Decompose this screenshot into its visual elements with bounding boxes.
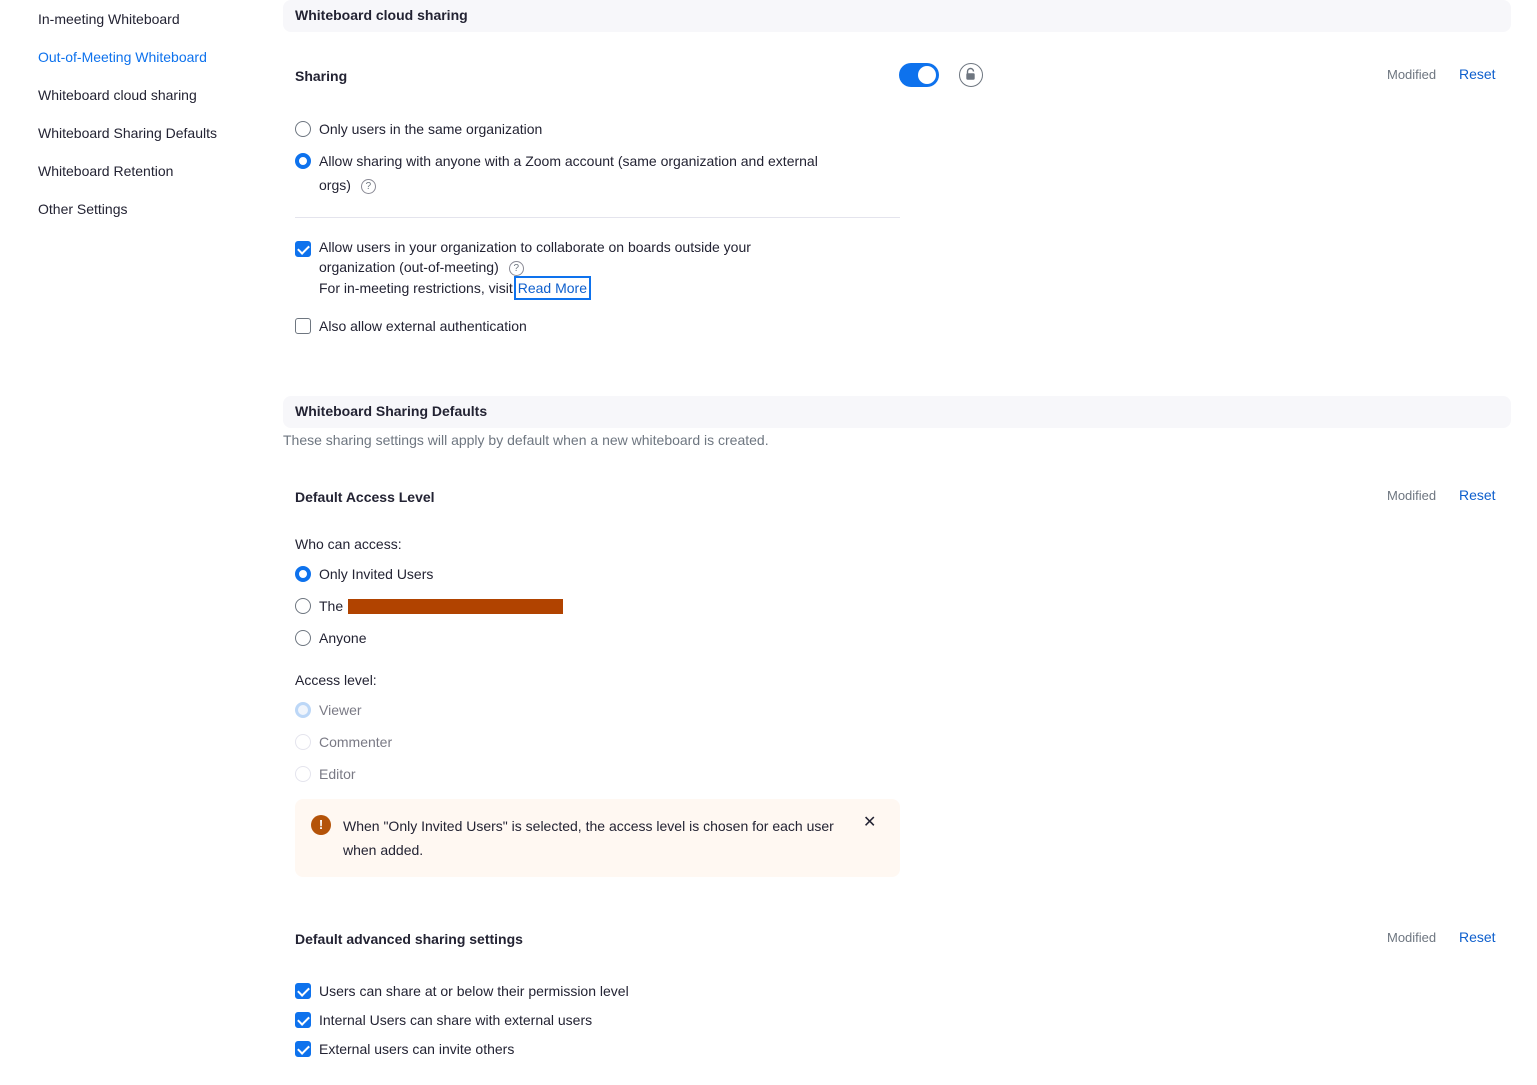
section-title: Whiteboard cloud sharing xyxy=(295,7,468,23)
setting-title-default-access-level: Default Access Level xyxy=(295,489,435,505)
modified-label: Modified xyxy=(1387,488,1437,503)
option-label: Editor xyxy=(319,766,356,782)
reset-button[interactable]: Reset xyxy=(1459,66,1496,82)
divider xyxy=(295,217,900,218)
option-label: Allow users in your organization to collaborate on boards outside your xyxy=(319,239,751,255)
reset-button[interactable]: Reset xyxy=(1459,487,1496,503)
in-meeting-restriction-note xyxy=(319,276,591,300)
radio-anyone-zoom-account[interactable] xyxy=(295,153,311,169)
checkbox-external-authentication[interactable] xyxy=(295,318,311,334)
option-label-text: orgs) xyxy=(319,177,351,193)
option-label-cont xyxy=(319,173,376,197)
option-label: Internal Users can share with external users xyxy=(319,1012,593,1028)
setting-title-default-advanced-sharing: Default advanced sharing settings xyxy=(295,931,523,947)
radio-editor[interactable] xyxy=(295,766,311,782)
sidebar-item-whiteboard-sharing-defaults[interactable]: Whiteboard Sharing Defaults xyxy=(38,125,217,141)
redacted-organization-name xyxy=(348,599,563,614)
option-label: Only Invited Users xyxy=(319,566,434,582)
radio-same-organization[interactable] xyxy=(295,121,311,137)
read-more-link[interactable]: Read More xyxy=(514,276,591,300)
checkbox-collaborate-outside[interactable] xyxy=(295,241,311,257)
radio-organization[interactable] xyxy=(295,598,311,614)
option-label: Users can share at or below their permission level xyxy=(319,983,629,999)
option-label: Anyone xyxy=(319,630,367,646)
option-label: Commenter xyxy=(319,734,393,750)
modified-label: Modified xyxy=(1387,930,1437,945)
sidebar-item-whiteboard-cloud-sharing[interactable]: Whiteboard cloud sharing xyxy=(38,87,197,103)
option-label-cont xyxy=(319,257,524,277)
checkbox-external-invite-others[interactable] xyxy=(295,1041,311,1057)
radio-only-invited-users[interactable] xyxy=(295,566,311,582)
toggle-knob xyxy=(918,66,936,84)
close-icon[interactable]: ✕ xyxy=(863,814,877,831)
checkbox-share-at-or-below-level[interactable] xyxy=(295,983,311,999)
option-label: External users can invite others xyxy=(319,1041,515,1057)
option-label-text: organization (out-of-meeting) xyxy=(319,259,499,275)
radio-commenter[interactable] xyxy=(295,734,311,750)
option-label: Allow sharing with anyone with a Zoom account (same organization and external xyxy=(319,153,818,169)
sidebar-item-whiteboard-retention[interactable]: Whiteboard Retention xyxy=(38,163,174,179)
setting-title-sharing: Sharing xyxy=(295,68,348,84)
help-icon[interactable]: ? xyxy=(509,261,524,276)
who-can-access-label: Who can access: xyxy=(295,536,402,552)
modified-label: Modified xyxy=(1387,67,1437,82)
option-label: Viewer xyxy=(319,702,362,718)
option-label: Only users in the same organization xyxy=(319,121,543,137)
section-header-sharing-defaults xyxy=(283,396,1511,428)
reset-button[interactable]: Reset xyxy=(1459,929,1496,945)
section-description: These sharing settings will apply by default when a new whiteboard is created. xyxy=(283,432,769,448)
sidebar-item-out-of-meeting-whiteboard[interactable]: Out-of-Meeting Whiteboard xyxy=(38,49,207,65)
warning-icon: ! xyxy=(311,815,331,835)
checkbox-internal-share-external[interactable] xyxy=(295,1012,311,1028)
sharing-toggle[interactable] xyxy=(899,63,939,87)
access-level-label: Access level: xyxy=(295,672,377,688)
radio-viewer[interactable] xyxy=(295,702,311,718)
sidebar-item-in-meeting-whiteboard[interactable]: In-meeting Whiteboard xyxy=(38,11,180,27)
notice-text: When "Only Invited Users" is selected, the access level is chosen for each user when added. xyxy=(343,818,834,858)
section-header-cloud-sharing xyxy=(283,0,1511,32)
section-title: Whiteboard Sharing Defaults xyxy=(295,403,488,419)
radio-anyone[interactable] xyxy=(295,630,311,646)
sidebar-item-other-settings[interactable]: Other Settings xyxy=(38,201,128,217)
option-label: Also allow external authentication xyxy=(319,318,527,334)
note-text: For in-meeting restrictions, visit xyxy=(319,280,513,296)
info-notice xyxy=(295,799,900,877)
option-label: The xyxy=(319,598,344,614)
lock-icon[interactable] xyxy=(959,63,983,87)
help-icon[interactable]: ? xyxy=(361,179,376,194)
